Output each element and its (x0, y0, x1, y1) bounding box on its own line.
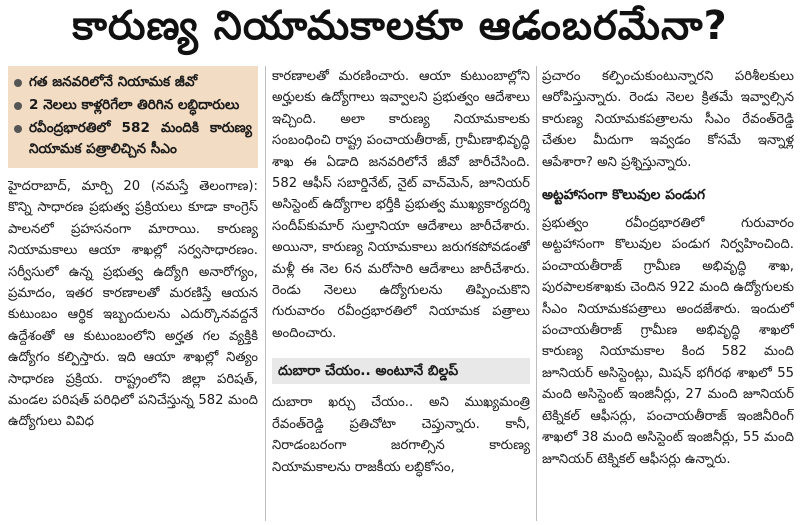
section-subheading: అట్టహాసంగా కొలువుల పండుగ (542, 187, 706, 204)
highlight-item (12, 72, 252, 93)
article-paragraph: కారణాలతో మరణించారు. ఆయా కుటుంబాల్లోని అర్హులకు ఉద్యోగాలు ఇవ్వాలని ప్రభుత్వం ఆదేశాలు ఇచ్చింది. అలా కారుణ్య నియామకాలకు సంబంధించి రాష్ట్ర పంచాయతీరాజ్, గ్రామీణాభివృద్ధి శాఖ ఈ ఏడాది జనవరిలోనే జీవో జారీచేసింది. 582 ఆఫీస్ సబార్డినేట్, నైట్ వాచ్‌మెన్, జూనియర్ అసిస్టెంట్ ఉద్యోగాల భర్తీకి ప్రభుత్వ ముఖ్యకార్యదర్శి సందీప్‌కుమార్ సుల్తానియా ఆదేశాలు జారీచేశారు. అయినా, కారుణ్య నియామకాలు జరుగకపోవడంతో మళ్లీ ఈ నెల 6న మరోసారి ఆదేశాలు జారీచేశారు. రెండు నెలలు ఉద్యోగులను తిప్పించుకొని గురువారం రవీంద్రభారతిలో నియామక పత్రాలు అందించారు. (272, 69, 530, 341)
highlights-box (8, 66, 258, 168)
headline: కారుణ్య నియామకాలకూ ఆడంబరమేనా? (72, 3, 728, 49)
highlight-text: గత జనవరిలోనే నియామక జీవో (29, 74, 198, 90)
highlight-item (12, 118, 252, 160)
column-divider-2 (536, 66, 537, 521)
article-paragraph: దుబారా ఖర్చు చేయం.. అని ముఖ్యమంత్రి రేవంత్‌రెడ్డి ప్రతిచోటా చెప్తున్నారు. కానీ, నిరాడంబరంగా జరగాల్సిన కారుణ్య నియామకాలను రాజకీయ లబ్ధికోసం, (272, 395, 530, 475)
highlight-text: 2 నెలలు కాళ్లరిగేలా తిరిగిన లబ్ధిదారులు (29, 97, 240, 113)
column-divider-1 (265, 66, 266, 521)
highlight-text: రవీంద్రభారతిలో 582 మందికి కారుణ్య నియామక పత్రాలిచ్చిన సీఎం (29, 120, 252, 157)
article-paragraph: ప్రభుత్వం రవీంద్రభారతిలో గురువారం అట్టహాసంగా కొలువుల పండుగ నిర్వహించింది. పంచాయతీరాజ్ గ్రామీణ అభివృద్ధి శాఖ, పురపాలకశాఖకు చెందిన 922 మంది ఉద్యోగులకు సీఎం నియామకపత్రాలు అందజేశారు. ఇందులో పంచాయతీరాజ్ గ్రామీణ అభివృద్ధి శాఖలో కారుణ్య నియామకాల కింద 582 మంది జూనియర్ అసిస్టెంట్లు, మిషన్ భగీరథ శాఖలో 55 మంది అసిస్టెంట్ ఇంజినీర్లు, 27 మంది జూనియర్ టెక్నికల్ ఆఫీసర్లు, పంచాయతీరాజ్ ఇంజినీరింగ్ శాఖలో 38 మంది అసిస్టెంట్ ఇంజినీర్లు, 55 మంది జూనియర్ టెక్నికల్ ఆఫీసర్లు ఉన్నారు. (542, 216, 794, 467)
article-column-2 (272, 66, 530, 521)
bullet-icon (14, 79, 22, 87)
article-paragraph: హైదరాబాద్, మార్చి 20 (నమస్తే తెలంగాణ): కొన్ని సాధారణ ప్రభుత్వ ప్రక్రియలు కూడా కాంగ్రెస్ పాలనలో ప్రహసనంగా మారాయి. కారుణ్య నియామకాలు ఆయా శాఖల్లో సర్వసాధారణం. సర్వీసులో ఉన్న ప్రభుత్వ ఉద్యోగి అనారోగ్యం, ప్రమాదం, ఇతర కారణాలతో మరణిస్తే ఆయన కుటుంబం ఆర్థిక ఇబ్బందులను ఎదుర్కొనవద్దనే ఉద్దేశంతో ఆ కుటుంబంలోని అర్హత గల వ్యక్తికి ఉద్యోగం కల్పిస్తారు. ఇది ఆయా శాఖల్లో నిత్యం సాధారణ ప్రక్రియ. రాష్ట్రంలోని జిల్లా పరిషత్, మండల పరిషత్ పరిధిలో పనిచేస్తున్న 582 మంది ఉద్యోగులు వివిధ (8, 179, 258, 430)
article-column-3 (542, 66, 794, 521)
bullet-icon (14, 102, 22, 110)
highlight-item (12, 95, 252, 116)
bullet-icon (14, 125, 22, 133)
section-subheading: దుబారా చేయం.. అంటూనే బిల్డప్ (272, 358, 530, 384)
article-column-1 (8, 66, 258, 521)
article-paragraph: ప్రచారం కల్పించుకుంటున్నారని పరిశీలకులు ఆరోపిస్తున్నారు. రెండు నెలల క్రితమే ఇవ్వాల్సిన కారుణ్య నియామకపత్రాలను సీఎం రేవంత్‌రెడ్డి చేతుల మీదుగా ఇవ్వడం కోసమే ఇన్నాళ్ల ఆపేశారా? అని ప్రశ్నిస్తున్నారు. (542, 69, 794, 170)
